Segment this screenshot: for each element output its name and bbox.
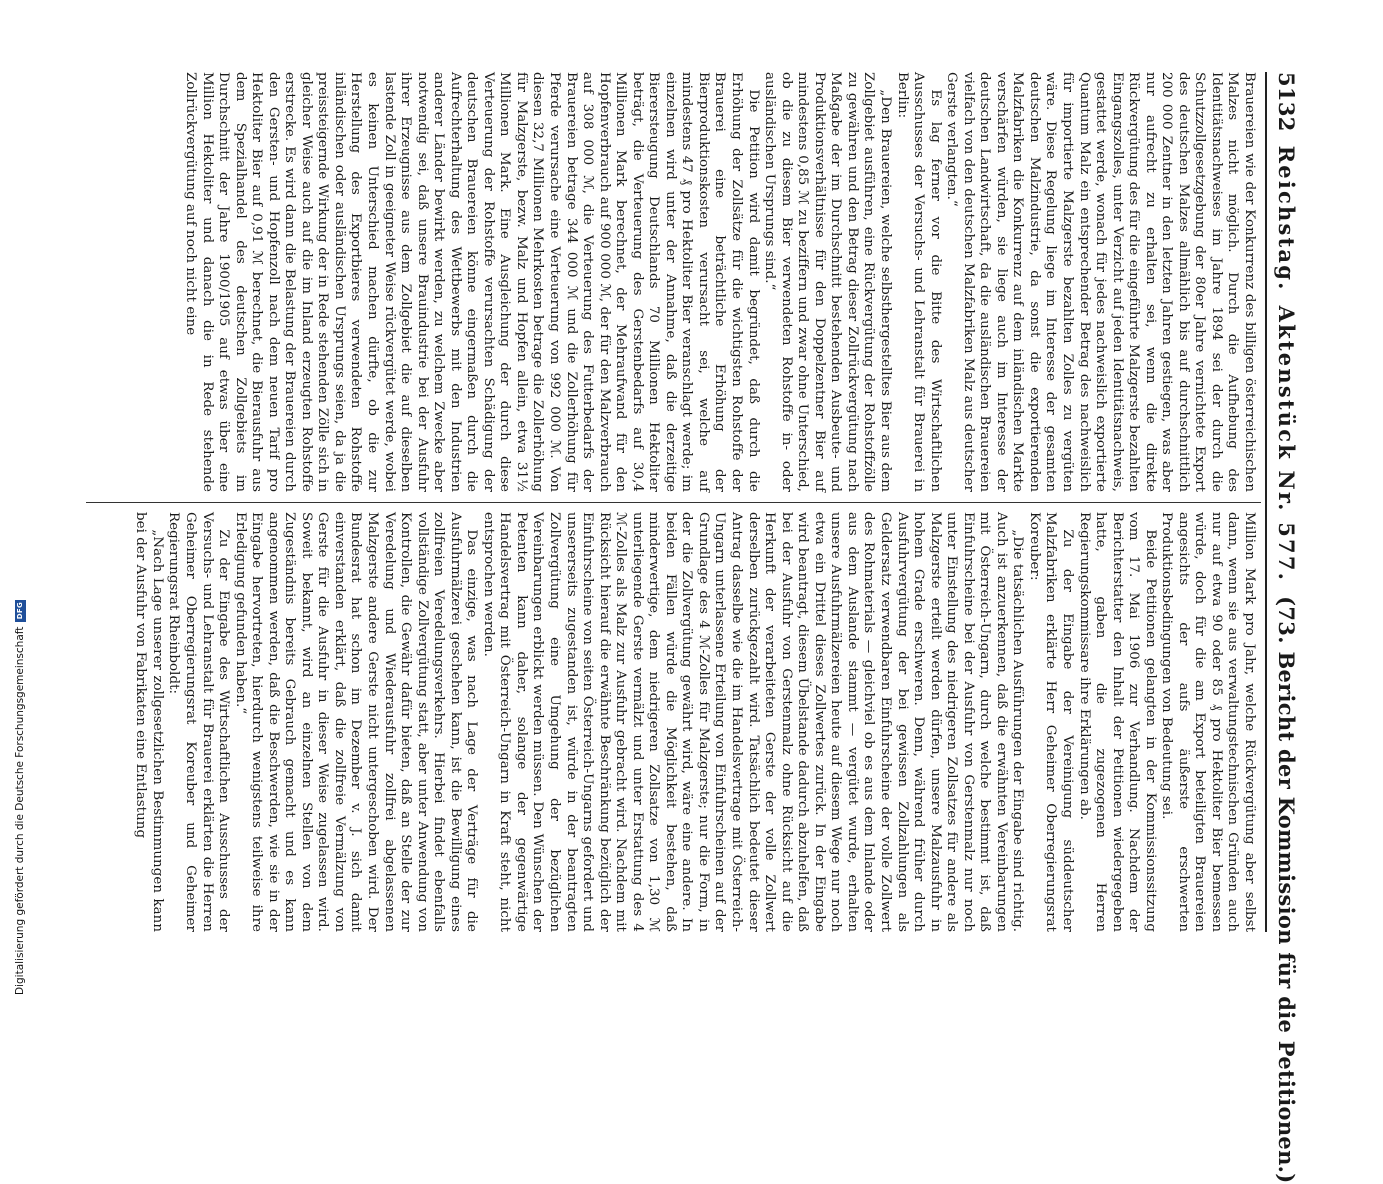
paragraph: „Die tatsächlichen Ausführungen der Eingabe sind richtig. Auch ist anzuerkennen, daß die erwähnten Vereinbarungen mit Österreich-Ungarn, durch welche bestimmt ist, daß Einfuhrscheine bei der Ausfuhr von Gerstenmalz nur noch unter Einstellung des niedrigeren Zollsatzes für andere als Malzgerste erteilt werden dürfen, unsere Malzausfuhr in hohem Grade erschweren. Denn, während früher durch Ausfuhrvergütung der bei gewissen Zollzahlungen als Geldersatz verwendbaren Einfuhrscheine der volle Zollwert des Rohmaterials — gleichviel ob es aus dem Inlande oder aus dem Auslande stammt — vergütet wurde, erhalten unsere Ausfuhrmälzereien heute auf diesem Wege nur noch etwa ein Drittel dieses Zollwertes zurück. In der Eingabe wird beantragt, diesem Übelstande dadurch abzuhelfen, daß bei der Ausfuhr von Gerstenmalz ohne Rücksicht auf die Herkunft der verarbeiteten Gerste der volle Zollwert derselben zurückgezahlt wird. Tatsächlich bedeutet dieser Antrag dasselbe wie die im Handelsvertrage mit Österreich-Ungarn unterlassene Erteilung von Einfuhrscheinen auf der Grundlage des 4 ℳ-Zolles für Malzgerste; nur die Form, in der die Zollvergütung gewährt wird, wäre eine andere. In beiden Fällen würde die Möglichkeit bestehen, daß minderwertige, dem niedrigeren Zollsatze von 1,30 ℳ unterliegende Gerste vermälzt und unter Erstattung des 4 ℳ-Zolles als Malz zur Ausfuhr gebracht wird. Nachdem mit Rücksicht hierauf die erwähnte Beschränkung bezüglich der Einfuhrscheine von seiten Österreich-Ungarns gefordert und unsererseits zugestanden ist, würde in der beantragten Zollvergütung eine Umgehung der bezüglichen Vereinbarungen erblickt werden müssen. Den Wünschen der Petenten kann daher, solange der gegenwärtige Handelsvertrag mit Österreich-Ungarn in Kraft steht, nicht entsprochen werden. bbox=[480, 512, 1026, 932]
rotated-page-content bbox=[80, 72, 1305, 1184]
paragraph: „Nach Lage unserer zollgesetzlichen Bestimmungen kann bei der Ausfuhr von Fabrikaten eine Entlastung bbox=[133, 512, 165, 932]
paragraph: Es lag ferner vor die Bitte des Wirtschaftlichen Ausschusses der Versuchs- und Lehranstalt für Brauerei in Berlin: bbox=[894, 72, 943, 492]
page-header bbox=[1269, 72, 1305, 1184]
page-number: 5132 bbox=[1274, 72, 1300, 132]
paragraph: Die Petition wird damit begründet, daß durch die Erhöhung der Zollsätze für die wichtigsten Rohstoffe der Brauerei eine beträchtliche Erhöhung der Bierproduktionskosten verursacht sei, welche auf mindestens 47 ₰ pro Hektoliter Bier veranschlagt werde; im einzelnen wird unter der Annahme, daß die derzeitige Bierersteugung Deutschlands 70 Millionen Hektoliter beträgt, die Verteuerung des Gerstenbedarfs auf 30,4 Millionen Mark berechnet, der Mehraufwand für den Hopfenverbrauch auf 900 000 ℳ, der für den Malzverbrauch auf 308 000 ℳ, die Verteuerung des Futterbedarfs der Brauereien betrage 344 000 ℳ und die Zollerhöhung für Pferde verursache eine Verteuerung von 992 000 ℳ. Von diesen 32,7 Millionen Mehrkosten betrage die Zollerhöhung für Malzgerste, bezw. Malz und Hopfen allein, etwa 31½ Millionen Mark. Eine Ausgleichung der durch diese Verteuerung der Rohstoffe verursachten Schädigung der deutschen Brauereien könne eingermaßen durch die Aufrechterhaltung des Wettbewerbs mit den Industrien anderer Länder bewirkt werden, zu welchem Zwecke aber notwendig sei, daß unsere Brauindustrie bei der Ausfuhr ihrer Erzeugnisse aus dem Zollgebiet die auf dieselben lastende Zoll in geeigneter Weise rückvergütet werde, wobei es keinen Unterschied machen dürfte, ob die zur Herstellung des Exportbieres verwendeten Rohstoffe inländischen oder ausländischen Ursprungs seien, da ja die preissteigernde Wirkung der in Rede stehenden Zölle sich in gleicher Weise auch auf die im Inland erzeugten Rohstoffe erstrecke. Es wird dann die Belastung der Brauereien durch den Gersten- und Hopfenzoll nach dem neuen Tarif pro Hektoliter Bier auf 0,91 ℳ berechnet, die Bierausfuhr aus dem Spezialhandel des deutschen Zollgebiets im Durchschnitt der Jahre 1900/1905 auf etwas über eine Million Hektoliter und danach die in Rede stehende Zollrückvergütung auf noch nicht eine bbox=[183, 72, 761, 492]
paragraph: Brauereien wie der Konkurrenz des billigen österreichischen Malzes nicht möglich. Durch die Aufhebung des Identitätsnachweises im Jahre 1894 sei der durch die Schutzzollgesetzgebung der 80er Jahre vernichtete Export des deutschen Malzes allmählich bis auf durchschnittlich 200 000 Zentner in den letzten Jahren gestiegen, was aber nur aufrecht zu erhalten sei, wenn die direkte Rückvergütung des für die eingeführte Malzgerste bezahlten Eingangszolles, unter Verzicht auf jeden Identitätsnachweis, gestattet werde, wonach für jedes nachweislich exportierte Quantum Malz ein entsprechender Betrag des nachweislich für importierte Malzgerste bezahlten Zolles zu vergüten wäre. Diese Regelung liege im Interesse der gesamten deutschen Malzindustrie, da sonst die exportierenden Malzfabriken die Konkurrenz auf dem inländischen Markte verschärfen würden, sie liege auch im Interesse der deutschen Landwirtschaft, da die ausländischen Brauereien vielfach von den deutschen Malzfabriken Malz aus deutscher Gerste verlangten.“ bbox=[944, 72, 1257, 492]
paragraph: Das einzige, was nach Lage der Verträge für die Ausfuhrmälzerei geschehen kann, ist die Bewilligung eines zollfreien Veredelungsverkehrs. Hierbei findet ebenfalls vollständige Zollvergütung statt, aber unter Anwendung von Kontrollen, die Gewähr dafür bieten, daß an Stelle der zur Veredelung und Wiederausfuhr zollfrei abgelassenen Malzgerste andere Gerste nicht untergeschoben wird. Der Bundesrat hat schon im Dezember v. J. sich damit einverstanden erklärt, daß die zollfreie Vermälzung von Gerste für die Ausfuhr in dieser Weise zugelassen wird. Soweit bekannt, wird an einzelnen Stellen von dem Zugeständnis bereits Gebrauch gemacht und es kann angenommen werden, daß die Beschwerden, wie sie in der Eingabe hervortreten, hierdurch wenigstens teilweise ihre Erledigung gefunden haben.“ bbox=[232, 512, 480, 932]
journal-title: Reichstag. bbox=[1274, 145, 1300, 292]
header-rule bbox=[1265, 72, 1267, 932]
paragraph: Beide Petitionen gelangten in der Kommissionssitzung vom 17. Mai 1906 zur Verhandlung. Nachdem der Berichterstatter den Inhalt der Petitionen wiedergegeben hatte, gaben die zugezogenen Herren Regierungskommissare ihre Erklärungen ab. bbox=[1076, 512, 1158, 932]
paragraph: Zu der Eingabe des Wirtschaftlichen Ausschusses der Versuchs- und Lehranstalt für Brauerei erklärten die Herren Geheimer Oberregierungsrat Koreuber und Geheimer Regierungsrat Rheinboldt: bbox=[166, 512, 232, 932]
paragraph: Zu der Eingabe der Vereinigung süddeutscher Malzfabriken erklärte Herr Geheimer Oberregierungsrat Koreuber: bbox=[1026, 512, 1075, 932]
left-text-column bbox=[181, 72, 1257, 492]
paragraph: „Den Brauereien, welche selbsthergestelltes Bier aus dem Zollgebiet ausführen, eine Rückvergütung der Rohstoffzölle zu gewähren und den Betrag dieser Zollrückvergütung nach Maßgabe der im Durchschnitt bestehenden Ausbeute- und Produktionsverhältnisse für den Doppelzentner Bier auf mindestens 0,85 ℳ zu beziffern und zwar ohne Unterschied, ob die zu diesem Bier verwendeten Rohstoffe in- oder ausländischen Ursprungs sind.“ bbox=[762, 72, 893, 492]
digitization-credit bbox=[14, 600, 26, 995]
report-title: (73. Bericht der Kommission für die Petitionen.) bbox=[1274, 596, 1300, 1184]
credit-text: Digitalisierung gefördert durch die Deutsche Forschungsgemeinschaft bbox=[14, 626, 26, 995]
paragraph: Million Mark pro Jahr, welche Rückvergütung aber selbst dann, wenn sie aus verwaltungstechnischen Gründen auch nur auf etwa 90 oder 85 ₰ pro Hektoliter Bier bemessen würde, doch für die am Export beteiligten Brauereien angesichts der aufs äußerste erschwerten Produktionsbedingungen von Bedeutung sei. bbox=[1159, 512, 1257, 932]
dfg-logo-icon: DFG bbox=[15, 600, 26, 622]
column-divider bbox=[86, 502, 1261, 503]
document-reference: Aktenstück Nr. 577. bbox=[1274, 305, 1300, 583]
right-text-column bbox=[132, 512, 1257, 932]
